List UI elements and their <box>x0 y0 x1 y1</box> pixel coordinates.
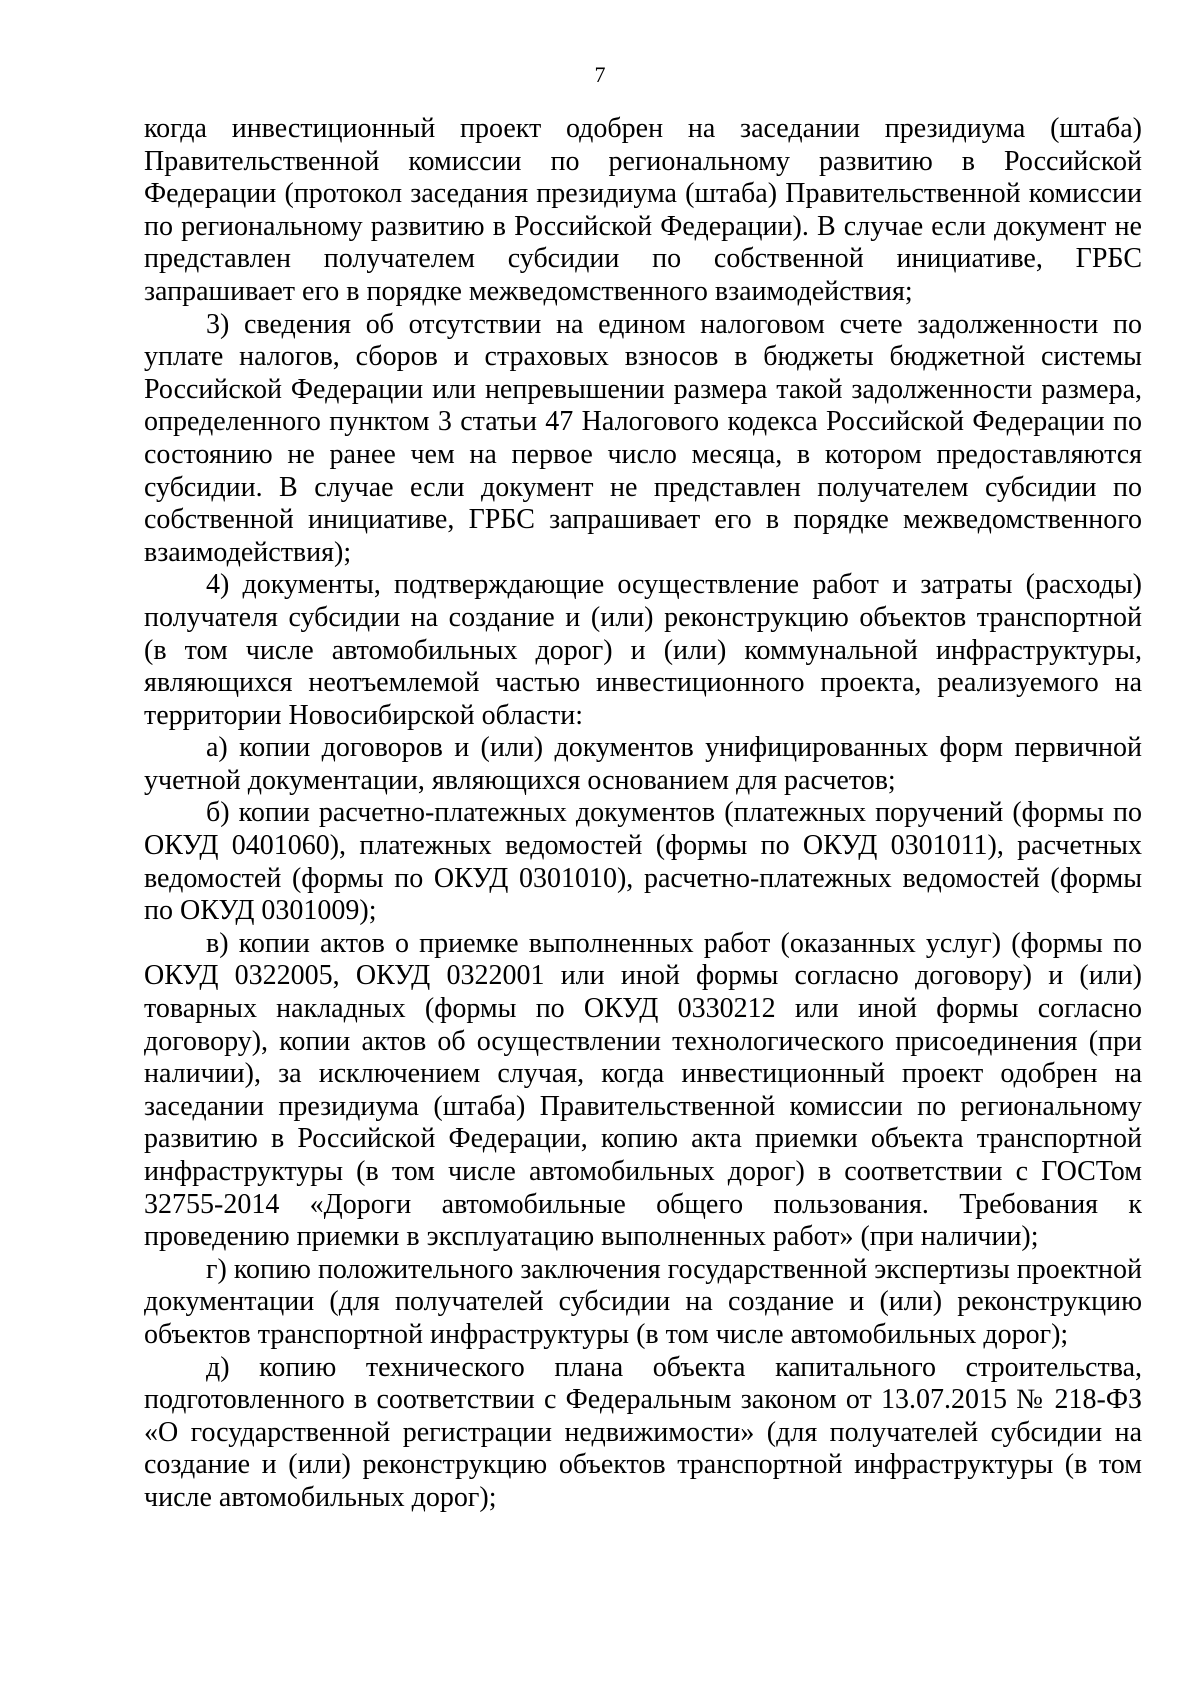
paragraph-item-4: 4) документы, подтверждающие осуществление работ и затраты (расходы) получателя субсидии на создание и (или) реконструкцию объектов транспортной (в том числе автомобильных дорог) и (или) коммунальной инфраструктуры, являющихся неотъемлемой частью инвестиционного проекта, реализуемого на территории Новосибирской области: <box>144 569 1142 731</box>
paragraph-item-3: 3) сведения об отсутствии на едином налоговом счете задолженности по уплате налогов, сборов и страховых взносов в бюджеты бюджетной системы Российской Федерации или непревышении размера такой задолженности размера, определенного пунктом 3 статьи 47 Налогового кодекса Российской Федерации по состоянию не ранее чем на первое число месяца, в котором предоставляются субсидии. В случае если документ не представлен получателем субсидии по собственной инициативе, ГРБС запрашивает его в порядке межведомственного взаимодействия); <box>144 308 1142 568</box>
paragraph-subitem-b: б) копии расчетно-платежных документов (платежных поручений (формы по ОКУД 0401060), платежных ведомостей (формы по ОКУД 0301011), расчетных ведомостей (формы по ОКУД 0301010), расчетно-платежных ведомостей (формы по ОКУД 0301009); <box>144 797 1142 927</box>
paragraph-continuation: когда инвестиционный проект одобрен на заседании президиума (штаба) Правительственной комиссии по региональному развитию в Российской Федерации (протокол заседания президиума (штаба) Правительственной комиссии по региональному развитию в Российской Федерации). В случае если документ не представлен получателем субсидии по собственной инициативе, ГРБС запрашивает его в порядке межведомственного взаимодействия; <box>144 113 1142 307</box>
paragraph-subitem-g: г) копию положительного заключения государственной экспертизы проектной документации (для получателей субсидии на создание и (или) реконструкцию объектов транспортной инфраструктуры (в том числе автомобильных дорог); <box>144 1253 1142 1350</box>
document-body <box>144 113 1142 1515</box>
paragraph-subitem-a: а) копии договоров и (или) документов унифицированных форм первичной учетной документации, являющихся основанием для расчетов; <box>144 732 1142 796</box>
page-number: 7 <box>594 62 606 87</box>
paragraph-subitem-d: д) копию технического плана объекта капитального строительства, подготовленного в соответствии с Федеральным законом от 13.07.2015 № 218-ФЗ «О государственной регистрации недвижимости» (для получателей субсидии на создание и (или) реконструкцию объектов транспортной инфраструктуры (в том числе автомобильных дорог); <box>144 1351 1142 1513</box>
paragraph-subitem-v: в) копии актов о приемке выполненных работ (оказанных услуг) (формы по ОКУД 0322005, ОКУД 0322001 или иной формы согласно договору) и (или) товарных накладных (формы по ОКУД 0330212 или иной формы согласно договору), копии актов об осуществлении технологического присоединения (при наличии), за исключением случая, когда инвестиционный проект одобрен на заседании президиума (штаба) Правительственной комиссии по региональному развитию в Российской Федерации, копию акта приемки объекта транспортной инфраструктуры (в том числе автомобильных дорог) в соответствии с ГОСТом 32755-2014 «Дороги автомобильные общего пользования. Требования к проведению приемки в эксплуатацию выполненных работ» (при наличии); <box>144 927 1142 1253</box>
